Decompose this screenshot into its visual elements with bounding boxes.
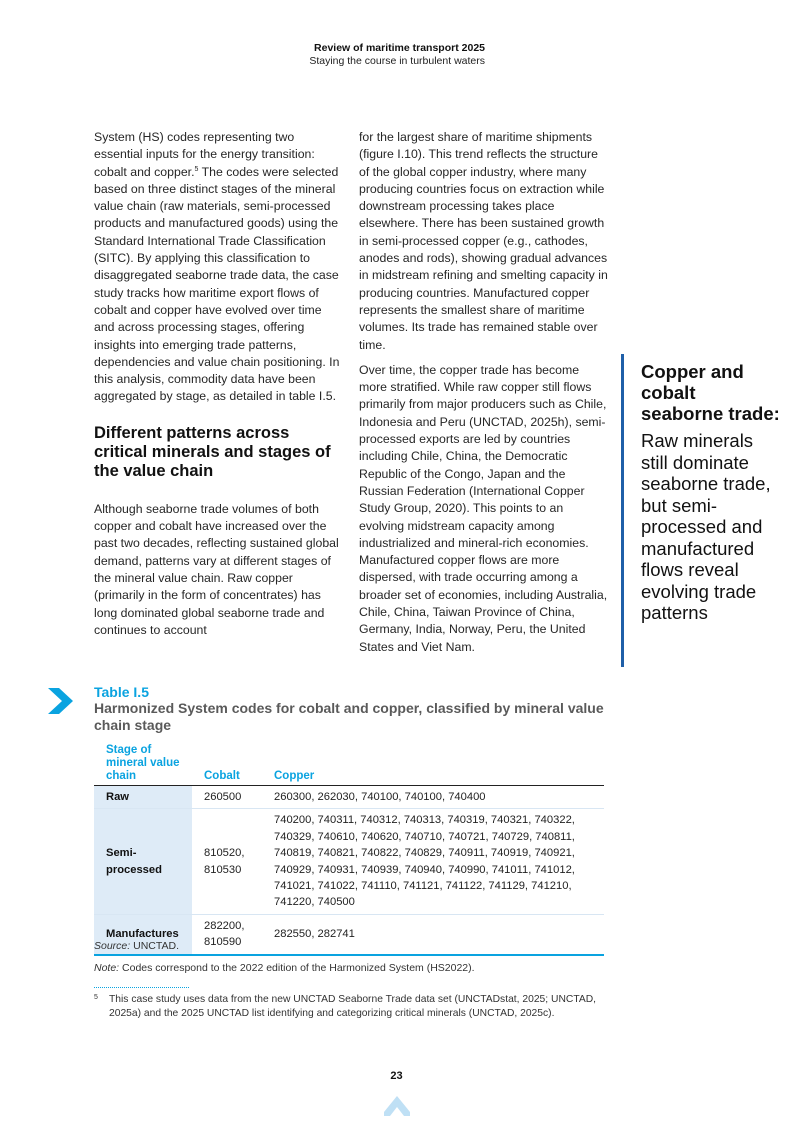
callout-text: Raw minerals still dominate seaborne trade, but semi-processed and manufactured flows reveal evolving trade patterns [641,430,771,623]
column-header-copper: Copper [262,744,604,786]
publication-subtitle: Staying the course in turbulent waters [309,55,485,67]
stage-cell: Raw [94,786,192,809]
running-header [309,42,485,68]
cobalt-cell: 260500 [192,786,262,809]
paragraph: Over time, the copper trade has become more stratified. While raw copper still flows primarily from major producers such as Chile, Indonesia and Peru (UNCTAD, 2025h), semi-processed exports are led by countries including Chile, China, the Democratic Republic of the Congo, Japan and the Russian Federation (International Copper Study Group, 2020). This points to an evolving midstream capacity among industrialized and mineral-rich economies. Manufactured copper flows are more dispersed, with trade occurring among a broader set of economies, including Australia, Chile, China, Taiwan Province of China, Germany, India, Norway, Peru, the United States and Viet Nam. [359,362,608,654]
column-header-cobalt: Cobalt [192,744,262,786]
cobalt-cell: 810520, 810530 [192,809,262,914]
table-row [94,786,604,809]
page-number: 23 [390,1070,403,1082]
chevron-up-icon[interactable] [384,1090,410,1116]
chevron-right-icon [46,687,74,715]
pull-quote-callout [621,354,781,667]
footnote-divider [94,987,189,988]
body-column-middle [359,129,609,664]
paragraph: for the largest share of maritime shipments (figure I.10). This trend reflects the structure of the global copper industry, where many producing countries focus on extraction while downstream processing takes place elsewhere. There has been sustained growth in semi-processed copper (e.g., cathodes, anodes and rods), showing gradual advances in midstream refining and smelting capacity in producing countries. Manufactured copper represents the smallest share of maritime volumes. Its trade has remained stable over time. [359,130,608,352]
footnote [94,993,614,1021]
body-column-left [94,129,344,647]
table-source: Source: UNCTAD. [94,940,179,952]
table-label: Table I.5 [94,684,149,700]
cobalt-cell: 282200, 810590 [192,914,262,954]
publication-title: Review of maritime transport 2025 [314,42,485,54]
copper-cell: 282550, 282741 [262,914,604,954]
footnote-text: This case study uses data from the new UNCTAD Seaborne Trade data set (UNCTADstat, 2025; UNCTAD, 2025a) and the 2025 UNCTAD list identifying and categorizing critical minerals (UNCTAD, 2025c). [109,994,597,1019]
section-heading: Different patterns across critical minerals and stages of the value chain [94,423,331,480]
stage-cell: Semi-processed [94,809,192,914]
table-row [94,809,604,914]
stage-cell: Manufactures [94,914,192,954]
column-header-stage: Stage of mineral value chain [94,744,192,786]
hs-codes-table [94,744,604,956]
paragraph: Although seaborne trade volumes of both copper and cobalt have increased over the past two decades, reflecting sustained global demand, patterns vary at different stages of the mineral value chain. Raw copper (primarily in the form of concentrates) has long dominated global seaborne trade and continues to account [94,501,339,637]
table-title: Harmonized System codes for cobalt and copper, classified by mineral value chain stage [94,700,604,733]
copper-cell: 260300, 262030, 740100, 740100, 740400 [262,786,604,809]
footnote-number: 5 [94,994,98,1001]
copper-cell: 740200, 740311, 740312, 740313, 740319, 740321, 740322, 740329, 740610, 740620, 740710, 740721, 740729, 740811, 740819, 740821, 740822, 740829, 740911, 740919, 740921, 740929, 740931, 740939, 740940, 740990, 741011, 741012, 741021, 741022, 741110, 741121, 741122, 741129, 741210, 741220, 740500 [262,809,604,914]
footnote-reference[interactable]: 5 [194,165,199,173]
table-note: Note: Codes correspond to the 2022 edition of the Harmonized System (HS2022). [94,962,475,974]
paragraph: System (HS) codes representing two essential inputs for the energy transition: cobalt and copper.$^5$ The codes were selected based on three distinct stages of the mineral value chain (raw materials, semi-processed products and manufactured goods) using the Standard International Trade Classification (SITC). By applying this classification to disaggregated seaborne trade data, the case study tracks how maritime export flows of cobalt and copper have evolved over time and across processing stages, offering insights into emerging trade patterns, dependencies and value chain positioning. In this analysis, commodity data have been aggregated by stage, as detailed in table I.5. [94,130,340,404]
table-header-row [94,744,604,786]
callout-title: Copper and cobalt seaborne trade: [641,361,780,424]
